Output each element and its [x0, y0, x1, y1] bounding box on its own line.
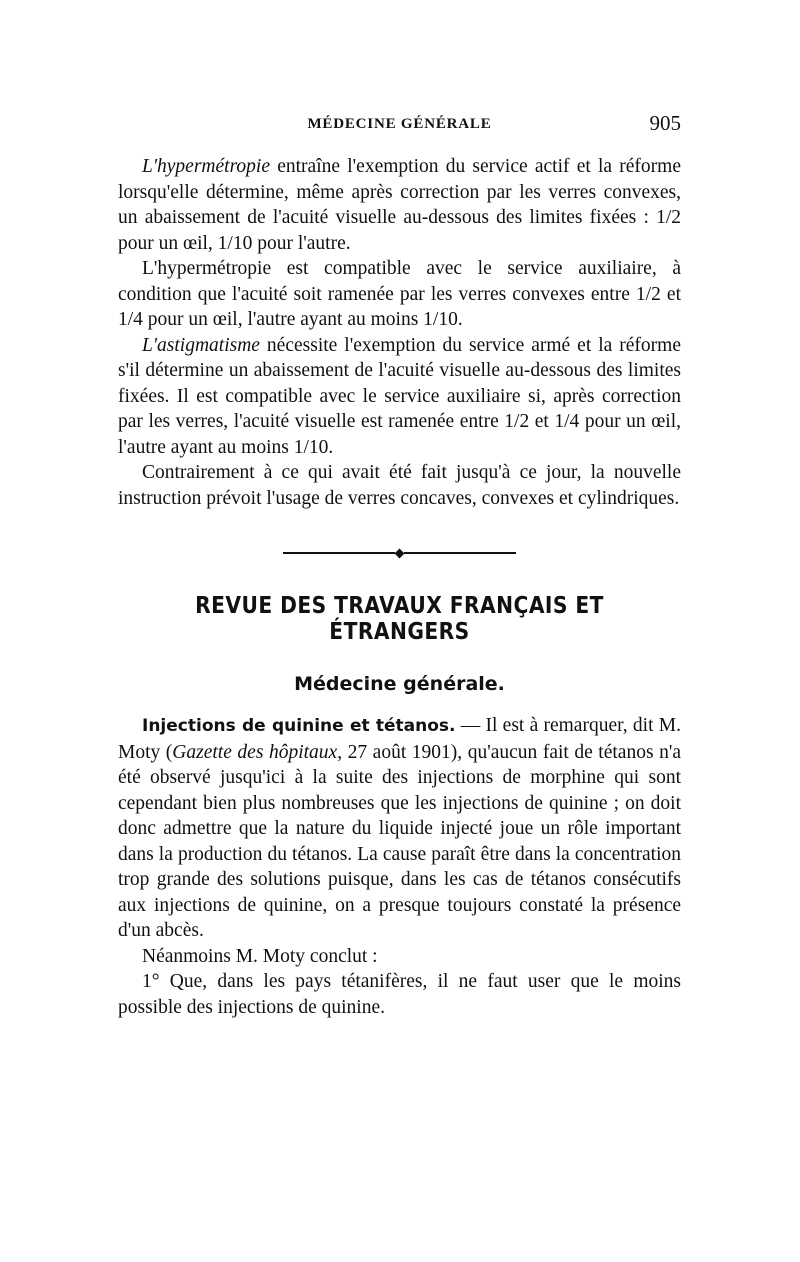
- article-quinine-tetanos: [118, 713, 681, 1020]
- term-hypermetropie: L'hypermétropie: [142, 156, 271, 177]
- ophthalmology-text: [118, 154, 681, 511]
- paragraph-hypermetropie-auxiliaire: L'hypermétropie est compatible avec le service auxiliaire, à condition que l'acuité soit ramenée par les verres convexes entre 1/2 et 1/4 pour un œil, l'autre ayant au moins 1/10.: [118, 258, 681, 330]
- divider-ornament-icon: [395, 548, 405, 558]
- section-divider: [118, 547, 681, 559]
- page-number: 905: [649, 111, 681, 135]
- document-page: [118, 110, 681, 1020]
- paragraph-astigmatisme: [118, 333, 681, 461]
- paragraph-hypermetropie: [118, 154, 681, 256]
- subsection-title: Médecine générale.: [294, 673, 505, 695]
- running-head: MÉDECINE GÉNÉRALE: [307, 116, 492, 132]
- term-astigmatisme: L'astigmatisme: [142, 334, 260, 356]
- paragraph-text: entraîne l'exemption du service actif et la réforme lorsqu'elle détermine, même après correction par les verres convexes, un abaissement de l'acuité visuelle au-dessous des limites fixées : 1/2 pour un œil, 1/10 pour l'autre.: [118, 156, 681, 254]
- article-text: , 27 août 1901), qu'aucun fait de tétanos n'a été observé jusqu'ici à la suite des injections de morphine qui sont cependant bien plus nombreuses que les injections de quinine ; on doit donc admettre que la nature du liquide injecté joue un rôle important dans la production du tétanos. La cause paraît être dans la concentration trop grande des solutions puisque, dans les cas de tétanos consécutifs aux injections de quinine, on a presque toujours constaté la présence d'un abcès.: [118, 741, 681, 941]
- page-header: [118, 110, 681, 140]
- article-paragraph: [118, 713, 681, 944]
- item-text: Que, dans les pays tétanifères, il ne faut user que le moins possible des injections de quinine.: [118, 971, 681, 1018]
- conclusion-item-1: [118, 969, 681, 1020]
- article-text: — Il est à remarquer, dit M. Moty (: [118, 715, 681, 763]
- journal-name: Gazette des hôpitaux: [172, 741, 338, 763]
- article-title: Injections de quinine et tétanos.: [142, 716, 456, 736]
- item-number: 1°: [142, 971, 160, 992]
- paragraph-instruction: Contrairement à ce qui avait été fait jusqu'à ce jour, la nouvelle instruction prévoit l'usage de verres concaves, convexes et cylindriques.: [118, 462, 681, 509]
- divider-line-left: [283, 552, 395, 554]
- article-conclusion-intro: Néanmoins M. Moty conclut :: [142, 945, 378, 967]
- section-title: REVUE DES TRAVAUX FRANÇAIS ET ÉTRANGERS: [195, 593, 604, 645]
- divider-line-right: [404, 552, 516, 554]
- paragraph-text: nécessite l'exemption du service armé et la réforme s'il détermine un abaissement de l'acuité visuelle au-dessous des limites fixées. Il est compatible avec le service auxiliaire si, après correction par les verres, l'acuité visuelle est ramenée entre 1/2 et 1/4 pour un œil, l'autre ayant au moins 1/10.: [118, 334, 681, 458]
